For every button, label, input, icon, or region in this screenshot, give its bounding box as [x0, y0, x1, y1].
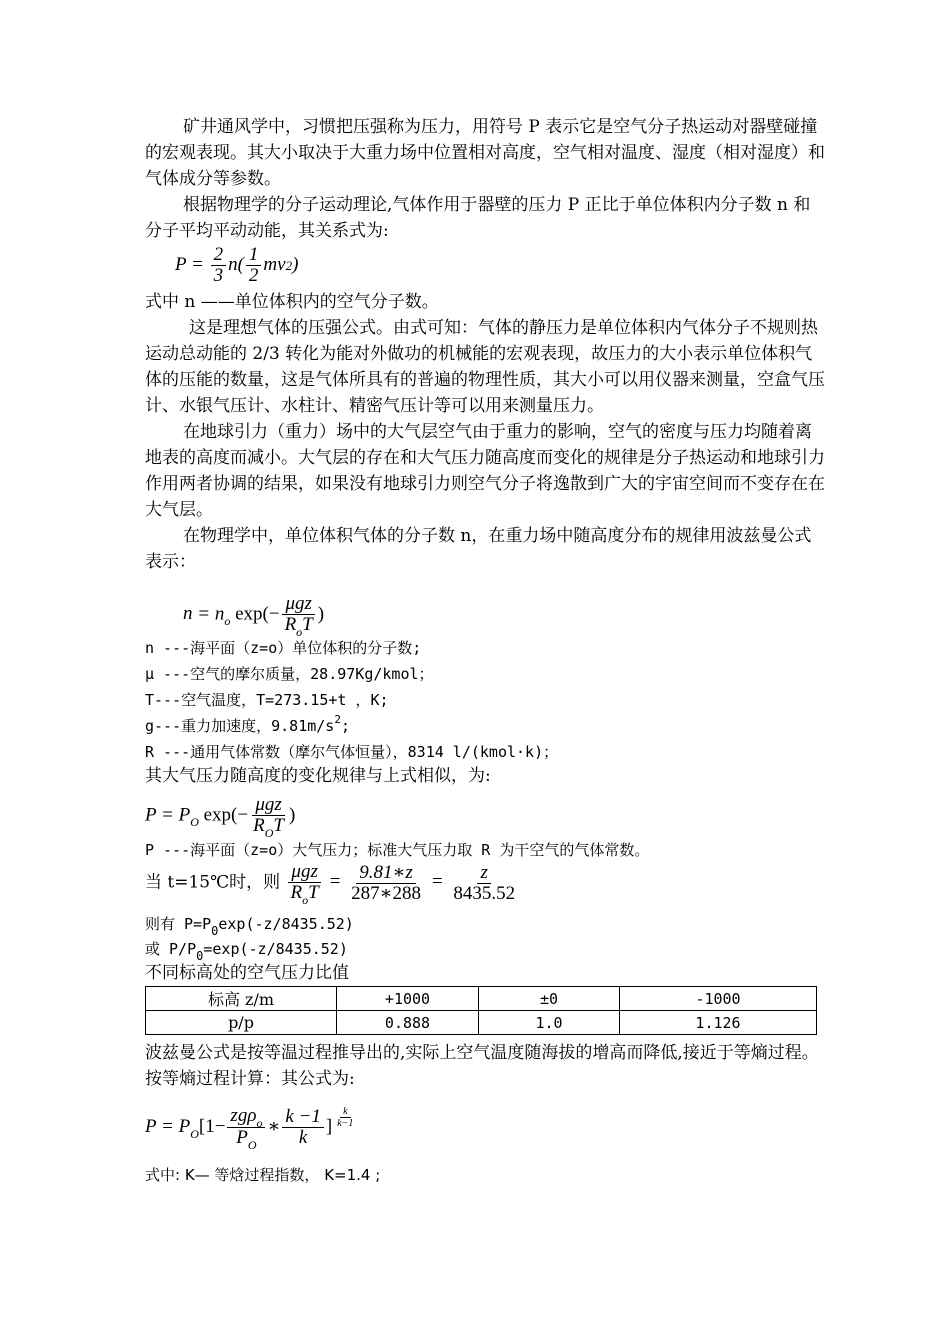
table-header-ratio: p/p: [146, 1011, 337, 1035]
table-cell: +1000: [337, 987, 479, 1011]
definition-mu: μ ---空气的摩尔质量，28.97Kg/kmol；: [145, 665, 434, 683]
table-row: [146, 987, 817, 1011]
equation-p-exp-b: exp(-z/8435.52): [218, 915, 354, 933]
paragraph-pressure-intro: 其大气压力随高度的变化规律与上式相似，为:: [145, 766, 491, 786]
equation-ratio-exp-b: =exp(-z/8435.52): [203, 940, 348, 958]
equation-p-exp-a: 则有 P=P: [145, 915, 212, 933]
paragraph-molecular-theory: 根据物理学的分子运动理论,气体作用于器壁的压力 P 正比于单位体积内分子数 n 和分子平均平动动能，其关系式为:: [145, 195, 811, 241]
equation-ratio-exp-a: 或 P/P: [145, 940, 197, 958]
formula-t15: 当 t=15℃时，则 $\frac{\text{μgz}}{R_oT}$ = $\frac{9.81∗z}{287∗288}$ = $\frac{z}{8435.52}$: [145, 861, 516, 907]
equation-ratio-exp: [145, 937, 348, 962]
equation-ratio-exp-sub: 0: [196, 949, 204, 963]
definition-n0: n ---海平面（z=o）单位体积的分子数;: [145, 639, 422, 657]
definition-gravity-end: ;: [340, 717, 350, 735]
paragraph-ideal-gas: 这是理想气体的压强公式。由式可知：气体的静压力是单位体积内气体分子不规则热运动总动能的 2/3 转化为能对外做功的机械能的宏观表现，故压力的大小表示单位体积气体的压能的数量，这是气体所具有的普遍的物理性质，其大小可以用仪器来测量，空盒气压计、水银气压计、水柱计、精密气压计等可以用来测量压力。: [145, 318, 825, 416]
intro-block: [145, 114, 825, 244]
table-cell: 1.126: [620, 1011, 817, 1035]
paragraph-n-definition: 式中 n ——单位体积内的空气分子数。: [145, 292, 439, 312]
formula-boltzmann-pressure: $P = P_O$ exp(− $\frac{\text{μgz}}{R_OT}$ ): [145, 794, 296, 840]
definition-gas-constant: R ---通用气体常数（摩尔气体恒量），8314 l/(kmol·k)；: [145, 743, 559, 761]
definition-k: 式中: K— 等焓过程指数， K=1.4 ;: [145, 1166, 381, 1184]
table-caption: 不同标高处的空气压力比值: [145, 963, 349, 983]
formula-ideal-gas-pressure: P = $\frac{2}{3}$ n( $\frac{1}{2}$ mv2): [175, 244, 299, 286]
paragraph-gravity-field: 在地球引力（重力）场中的大气层空气由于重力的影响，空气的密度与压力均随着离地表的高度而减小。大气层的存在和大气压力随高度而变化的规律是分子热运动和地球引力作用两者协调的结果，如果没有地球引力则空气分子将逸散到广大的宇宙空间而不变存在在大气层。: [145, 422, 825, 520]
definition-p0: P ---海平面（z=o）大气压力；标准大气压力取 R 为干空气的气体常数。: [145, 841, 650, 859]
definition-gravity-exponent: 2: [334, 713, 341, 726]
definition-gravity: [145, 714, 350, 740]
formula-isentropic: $P = P_O[1-$ $\frac{zg\rho_o}{P_O}$ ∗ $\frac{k -1}{k}$ ] $\frac{k}{k-1}$: [145, 1105, 354, 1152]
table-cell: ±0: [479, 987, 620, 1011]
equation-p-exp-sub: 0: [211, 924, 219, 938]
definition-temperature: T---空气温度，T=273.15+t ，K;: [145, 691, 389, 709]
formula-t15-label: 当 t=15℃时，则: [145, 872, 281, 893]
paragraph-isentropic: 波兹曼公式是按等温过程推导出的,实际上空气温度随海拔的增高而降低,接近于等熵过程。按等熵过程计算：其公式为:: [145, 1043, 819, 1089]
table-header-elevation: 标高 z/m: [146, 987, 337, 1011]
table-cell: 1.0: [479, 1011, 620, 1035]
pressure-ratio-table: [145, 986, 817, 1035]
paragraph-boltzmann-intro: 在物理学中，单位体积气体的分子数 n，在重力场中随高度分布的规律用波兹曼公式表示：: [145, 526, 812, 572]
table-cell: -1000: [620, 987, 817, 1011]
equation-p-exp: [145, 912, 354, 937]
definition-gravity-text: g---重力加速度，9.81m/s: [145, 717, 335, 735]
table-row: [146, 1011, 817, 1035]
paragraph-pressure-definition: 矿井通风学中，习惯把压强称为压力，用符号 P 表示它是空气分子热运动对器壁碰撞的宏观表现。其大小取决于大重力场中位置相对高度，空气相对温度、湿度（相对湿度）和气体成分等参数。: [145, 117, 825, 189]
formula-boltzmann-n: $n = n_o$ exp(− $\frac{\text{μgz}}{R_oT}$ ): [183, 593, 325, 639]
body-block-2: [145, 1040, 825, 1092]
body-block-1: [145, 289, 825, 575]
table-cell: 0.888: [337, 1011, 479, 1035]
